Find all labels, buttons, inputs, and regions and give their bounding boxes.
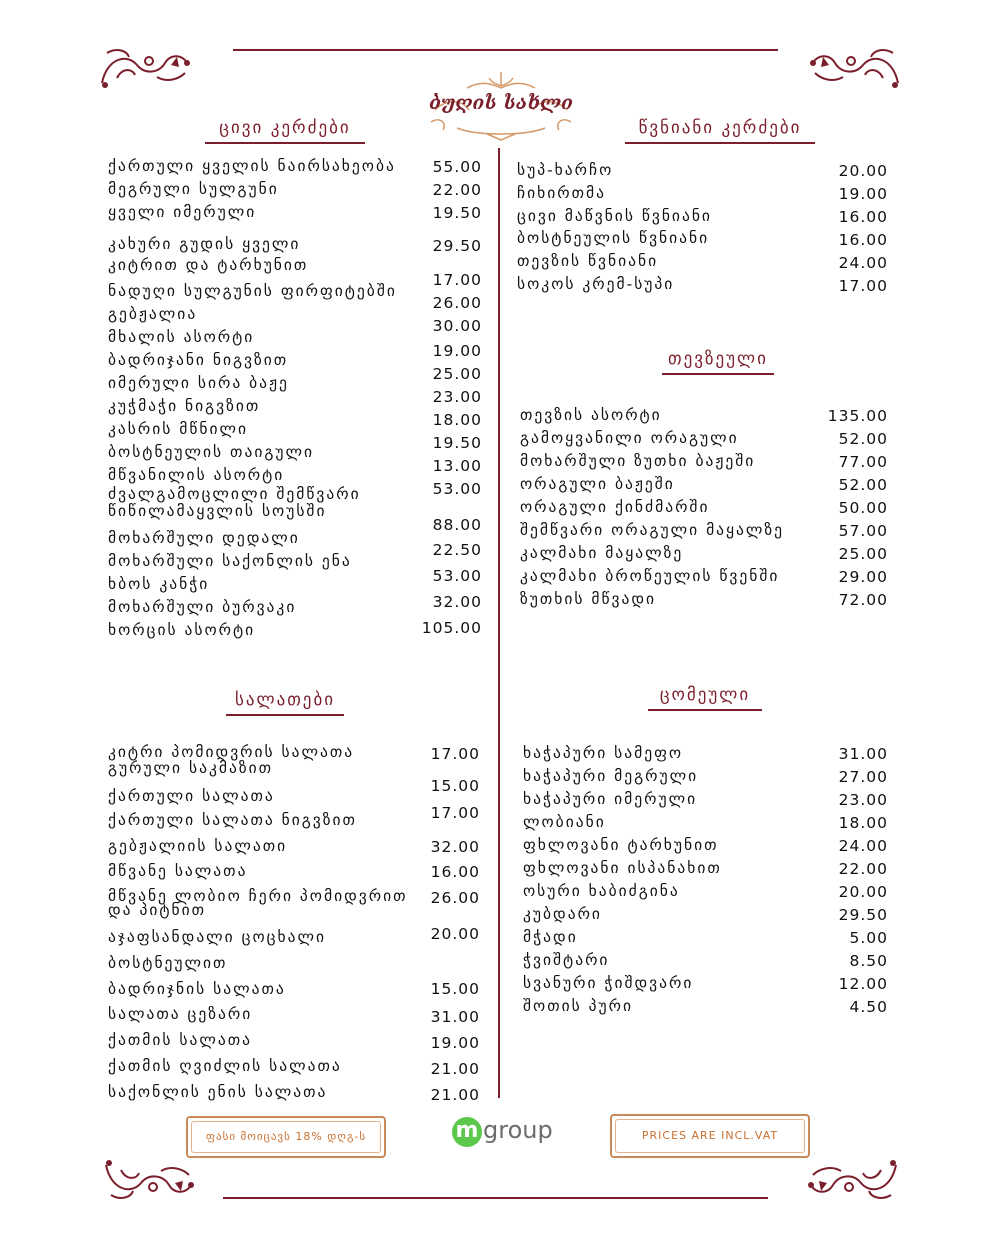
menu-item-price: 17.00 xyxy=(432,271,482,289)
menu-item-price: 72.00 xyxy=(838,591,888,609)
menu-item-price: 31.00 xyxy=(430,1008,480,1026)
menu-item-name: სუპ-ხარჩო xyxy=(517,161,614,179)
menu-item-price: 22.00 xyxy=(838,860,888,878)
menu-item-name: მოხარშული საქონლის ენა xyxy=(108,552,352,570)
menu-item-name: მწვანილის ასორტი xyxy=(108,466,285,484)
menu-item-name: ზუთხის მწვადი xyxy=(520,590,657,608)
menu-item-price: 18.00 xyxy=(838,814,888,832)
menu-item-name: ქართული ყველის ნაირსახეობა xyxy=(108,157,396,175)
menu-item-name: იმერული სირა ბაჟე xyxy=(108,374,289,392)
menu-item-price: 19.50 xyxy=(432,434,482,452)
menu-item-name: ფხლოვანი ისპანახით xyxy=(523,859,722,877)
menu-item-name: ნადუღი სულგუნის ფირფიტებში xyxy=(108,282,397,300)
menu-item-price: 32.00 xyxy=(430,838,480,856)
section-title-dough: ცომეული xyxy=(648,685,762,711)
menu-item-price: 22.00 xyxy=(432,181,482,199)
vat-note-english xyxy=(610,1114,810,1158)
menu-item-name: ხორცის ასორტი xyxy=(108,621,256,639)
menu-item-name: კიტრით და ტარხუნით xyxy=(108,256,309,274)
section-title-salads: სალათები xyxy=(226,690,344,716)
menu-item-name: აჯაფსანდალი ცოცხალი xyxy=(108,928,327,946)
swirl-ornament-bottom-right-icon xyxy=(806,1157,901,1205)
menu-item-name: ცივი მაწვნის წვნიანი xyxy=(517,207,712,225)
swirl-ornament-top-right-icon xyxy=(808,43,903,91)
menu-item-price: 4.50 xyxy=(849,998,888,1016)
logo-text: ბუღის სახლი xyxy=(429,92,573,114)
menu-item-price: 19.00 xyxy=(432,342,482,360)
menu-item-price: 25.00 xyxy=(838,545,888,563)
menu-item-price: 52.00 xyxy=(838,476,888,494)
menu-item-name: სოკოს კრემ-სუპი xyxy=(517,275,675,293)
menu-item-price: 57.00 xyxy=(838,522,888,540)
mgroup-logo xyxy=(452,1115,562,1151)
menu-item-name: გამოყვანილი ორაგული xyxy=(520,429,739,447)
menu-item-price: 20.00 xyxy=(838,162,888,180)
top-divider xyxy=(233,49,778,51)
menu-item-price: 24.00 xyxy=(838,254,888,272)
menu-item-name: კუჭმაჭი ნიგვზით xyxy=(108,397,261,415)
menu-item-name: ბოსტნეულის წვნიანი xyxy=(517,229,710,247)
menu-item-price: 29.50 xyxy=(432,237,482,255)
menu-item-name: სალათა ცეზარი xyxy=(108,1005,253,1023)
vat-note-georgian xyxy=(186,1116,386,1158)
menu-item-price: 53.00 xyxy=(432,567,482,585)
menu-item-name: ორაგული ქინძმარში xyxy=(520,498,710,516)
menu-item-name: მოხარშული ბურვაკი xyxy=(108,598,297,616)
menu-item-price: 19.00 xyxy=(430,1034,480,1052)
menu-item-name: კუბდარი xyxy=(523,905,602,923)
menu-item-name: მწვანე ლობიო ჩერი პომიდვრით და პიტნით xyxy=(108,887,408,919)
menu-item-price: 19.50 xyxy=(432,204,482,222)
menu-item-price: 12.00 xyxy=(838,975,888,993)
menu-item-price: 20.00 xyxy=(838,883,888,901)
menu-item-price: 55.00 xyxy=(432,158,482,176)
menu-item-price: 15.00 xyxy=(430,980,480,998)
bottom-divider xyxy=(223,1197,768,1199)
menu-item-name: საქონლის ენის სალათა xyxy=(108,1083,328,1101)
menu-item-price: 32.00 xyxy=(432,593,482,611)
menu-item-price: 17.00 xyxy=(430,745,480,763)
menu-item-name: კალმახი მაყალზე xyxy=(520,544,684,562)
menu-item-price: 30.00 xyxy=(432,317,482,335)
menu-item-name: შოთის პური xyxy=(523,997,633,1015)
menu-item-price: 50.00 xyxy=(838,499,888,517)
mgroup-logo-text: group xyxy=(483,1116,553,1144)
restaurant-logo xyxy=(427,70,575,142)
menu-item-name: სვანური ჭიშდვარი xyxy=(523,974,694,992)
menu-item-name: ორაგული ბაჟეში xyxy=(520,475,675,493)
menu-item-price: 31.00 xyxy=(838,745,888,763)
section-title-cold: ცივი კერძები xyxy=(205,118,365,144)
menu-item-name: ფხლოვანი ტარხუნით xyxy=(523,836,719,854)
menu-item-name: ქათმის სალათა xyxy=(108,1031,252,1049)
menu-item-name: ყველი იმერული xyxy=(108,203,257,221)
section-title-fish: თევზეული xyxy=(662,349,774,375)
menu-item-price: 8.50 xyxy=(849,952,888,970)
menu-item-name: ოსური ხაბიძგინა xyxy=(523,882,680,900)
menu-item-price: 25.00 xyxy=(432,365,482,383)
menu-item-name: ქართული სალათა xyxy=(108,787,275,805)
menu-item-price: 22.50 xyxy=(432,541,482,559)
menu-item-price: 105.00 xyxy=(421,619,482,637)
menu-item-price: 77.00 xyxy=(838,453,888,471)
menu-item-name: ხაჭაპური სამეფო xyxy=(523,744,684,762)
menu-item-price: 16.00 xyxy=(838,208,888,226)
menu-item-price: 29.50 xyxy=(838,906,888,924)
menu-item-name: კიტრი პომიდვრის სალათა გურული საკმაზით xyxy=(108,743,355,777)
menu-item-name: ლობიანი xyxy=(523,813,606,831)
menu-item-name: კალმახი ბროწეულის წვენში xyxy=(520,567,780,585)
menu-item-price: 21.00 xyxy=(430,1086,480,1104)
menu-item-price: 27.00 xyxy=(838,768,888,786)
vat-note-georgian-text: ფასი მოიცავს 18% დღგ-ს xyxy=(205,1130,367,1143)
menu-item-price: 135.00 xyxy=(827,407,888,425)
menu-item-name: კახური გუდის ყველი xyxy=(108,235,301,253)
vat-note-english-text: PRICES ARE INCL.VAT xyxy=(641,1129,779,1142)
menu-item-price: 17.00 xyxy=(430,804,480,822)
menu-item-price: 17.00 xyxy=(838,277,888,295)
menu-item-name: ქართული სალათა ნიგვზით xyxy=(108,811,357,829)
menu-item-price: 26.00 xyxy=(430,889,480,907)
menu-item-price: 19.00 xyxy=(838,185,888,203)
menu-item-name: კასრის მწნილი xyxy=(108,420,249,438)
swirl-ornament-bottom-left-icon xyxy=(101,1157,196,1205)
menu-item-name: თევზის ასორტი xyxy=(520,406,662,424)
menu-item-name: გებჟალია xyxy=(108,305,198,323)
column-divider xyxy=(498,148,500,1098)
menu-item-name: ქათმის ღვიძლის სალათა xyxy=(108,1057,342,1075)
menu-item-price: 53.00 xyxy=(432,480,482,498)
section-title-soups: წვნიანი კერძები xyxy=(625,118,815,144)
menu-item-price: 16.00 xyxy=(430,863,480,881)
menu-item-name: ჭვიშტარი xyxy=(523,951,610,969)
menu-item-price: 16.00 xyxy=(838,231,888,249)
menu-item-name: თევზის წვნიანი xyxy=(517,252,659,270)
menu-item-name: მოხარშული ზუთხი ბაჟეში xyxy=(520,452,756,470)
swirl-ornament-top-left-icon xyxy=(97,43,192,91)
menu-item-price: 20.00 xyxy=(430,925,480,943)
menu-item-price: 29.00 xyxy=(838,568,888,586)
menu-item-price: 52.00 xyxy=(838,430,888,448)
menu-item-name: მეგრული სულგუნი xyxy=(108,180,279,198)
menu-item-name: ხაჭაპური მეგრული xyxy=(523,767,699,785)
menu-item-name: ჩიხირთმა xyxy=(517,184,606,202)
menu-item-price: 26.00 xyxy=(432,294,482,312)
menu-item-name: ძვალგამოცლილი შემწვარი წიწილამაყვლის სოუსში xyxy=(108,485,361,520)
menu-item-name: მწვანე სალათა xyxy=(108,862,248,880)
menu-item-name: ბადრიჯანი ნიგვზით xyxy=(108,351,289,369)
menu-item-name: ბოსტნეულის თაიგული xyxy=(108,443,314,461)
menu-item-name: შემწვარი ორაგული მაყალზე xyxy=(520,521,785,539)
menu-item-name: მხალის ასორტი xyxy=(108,328,255,346)
menu-item-price: 88.00 xyxy=(432,516,482,534)
menu-item-name: ხაჭაპური იმერული xyxy=(523,790,698,808)
menu-item-price: 15.00 xyxy=(430,777,480,795)
menu-item-price: 23.00 xyxy=(838,791,888,809)
mgroup-logo-m: m xyxy=(452,1117,482,1147)
menu-item-name: მჭადი xyxy=(523,928,578,946)
menu-item-price: 21.00 xyxy=(430,1060,480,1078)
menu-item-name: მოხარშული დედალი xyxy=(108,529,300,547)
menu-item-price: 23.00 xyxy=(432,388,482,406)
menu-item-name: ხბოს კანჭი xyxy=(108,575,210,593)
menu-item-price: 5.00 xyxy=(849,929,888,947)
menu-item-price: 18.00 xyxy=(432,411,482,429)
menu-item-name: ბადრიჯნის სალათა xyxy=(108,980,286,998)
menu-item-price: 13.00 xyxy=(432,457,482,475)
menu-item-name: გებჟალიის სალათი xyxy=(108,837,288,855)
menu-item-price: 24.00 xyxy=(838,837,888,855)
menu-item-name: ბოსტნეულით xyxy=(108,954,228,972)
